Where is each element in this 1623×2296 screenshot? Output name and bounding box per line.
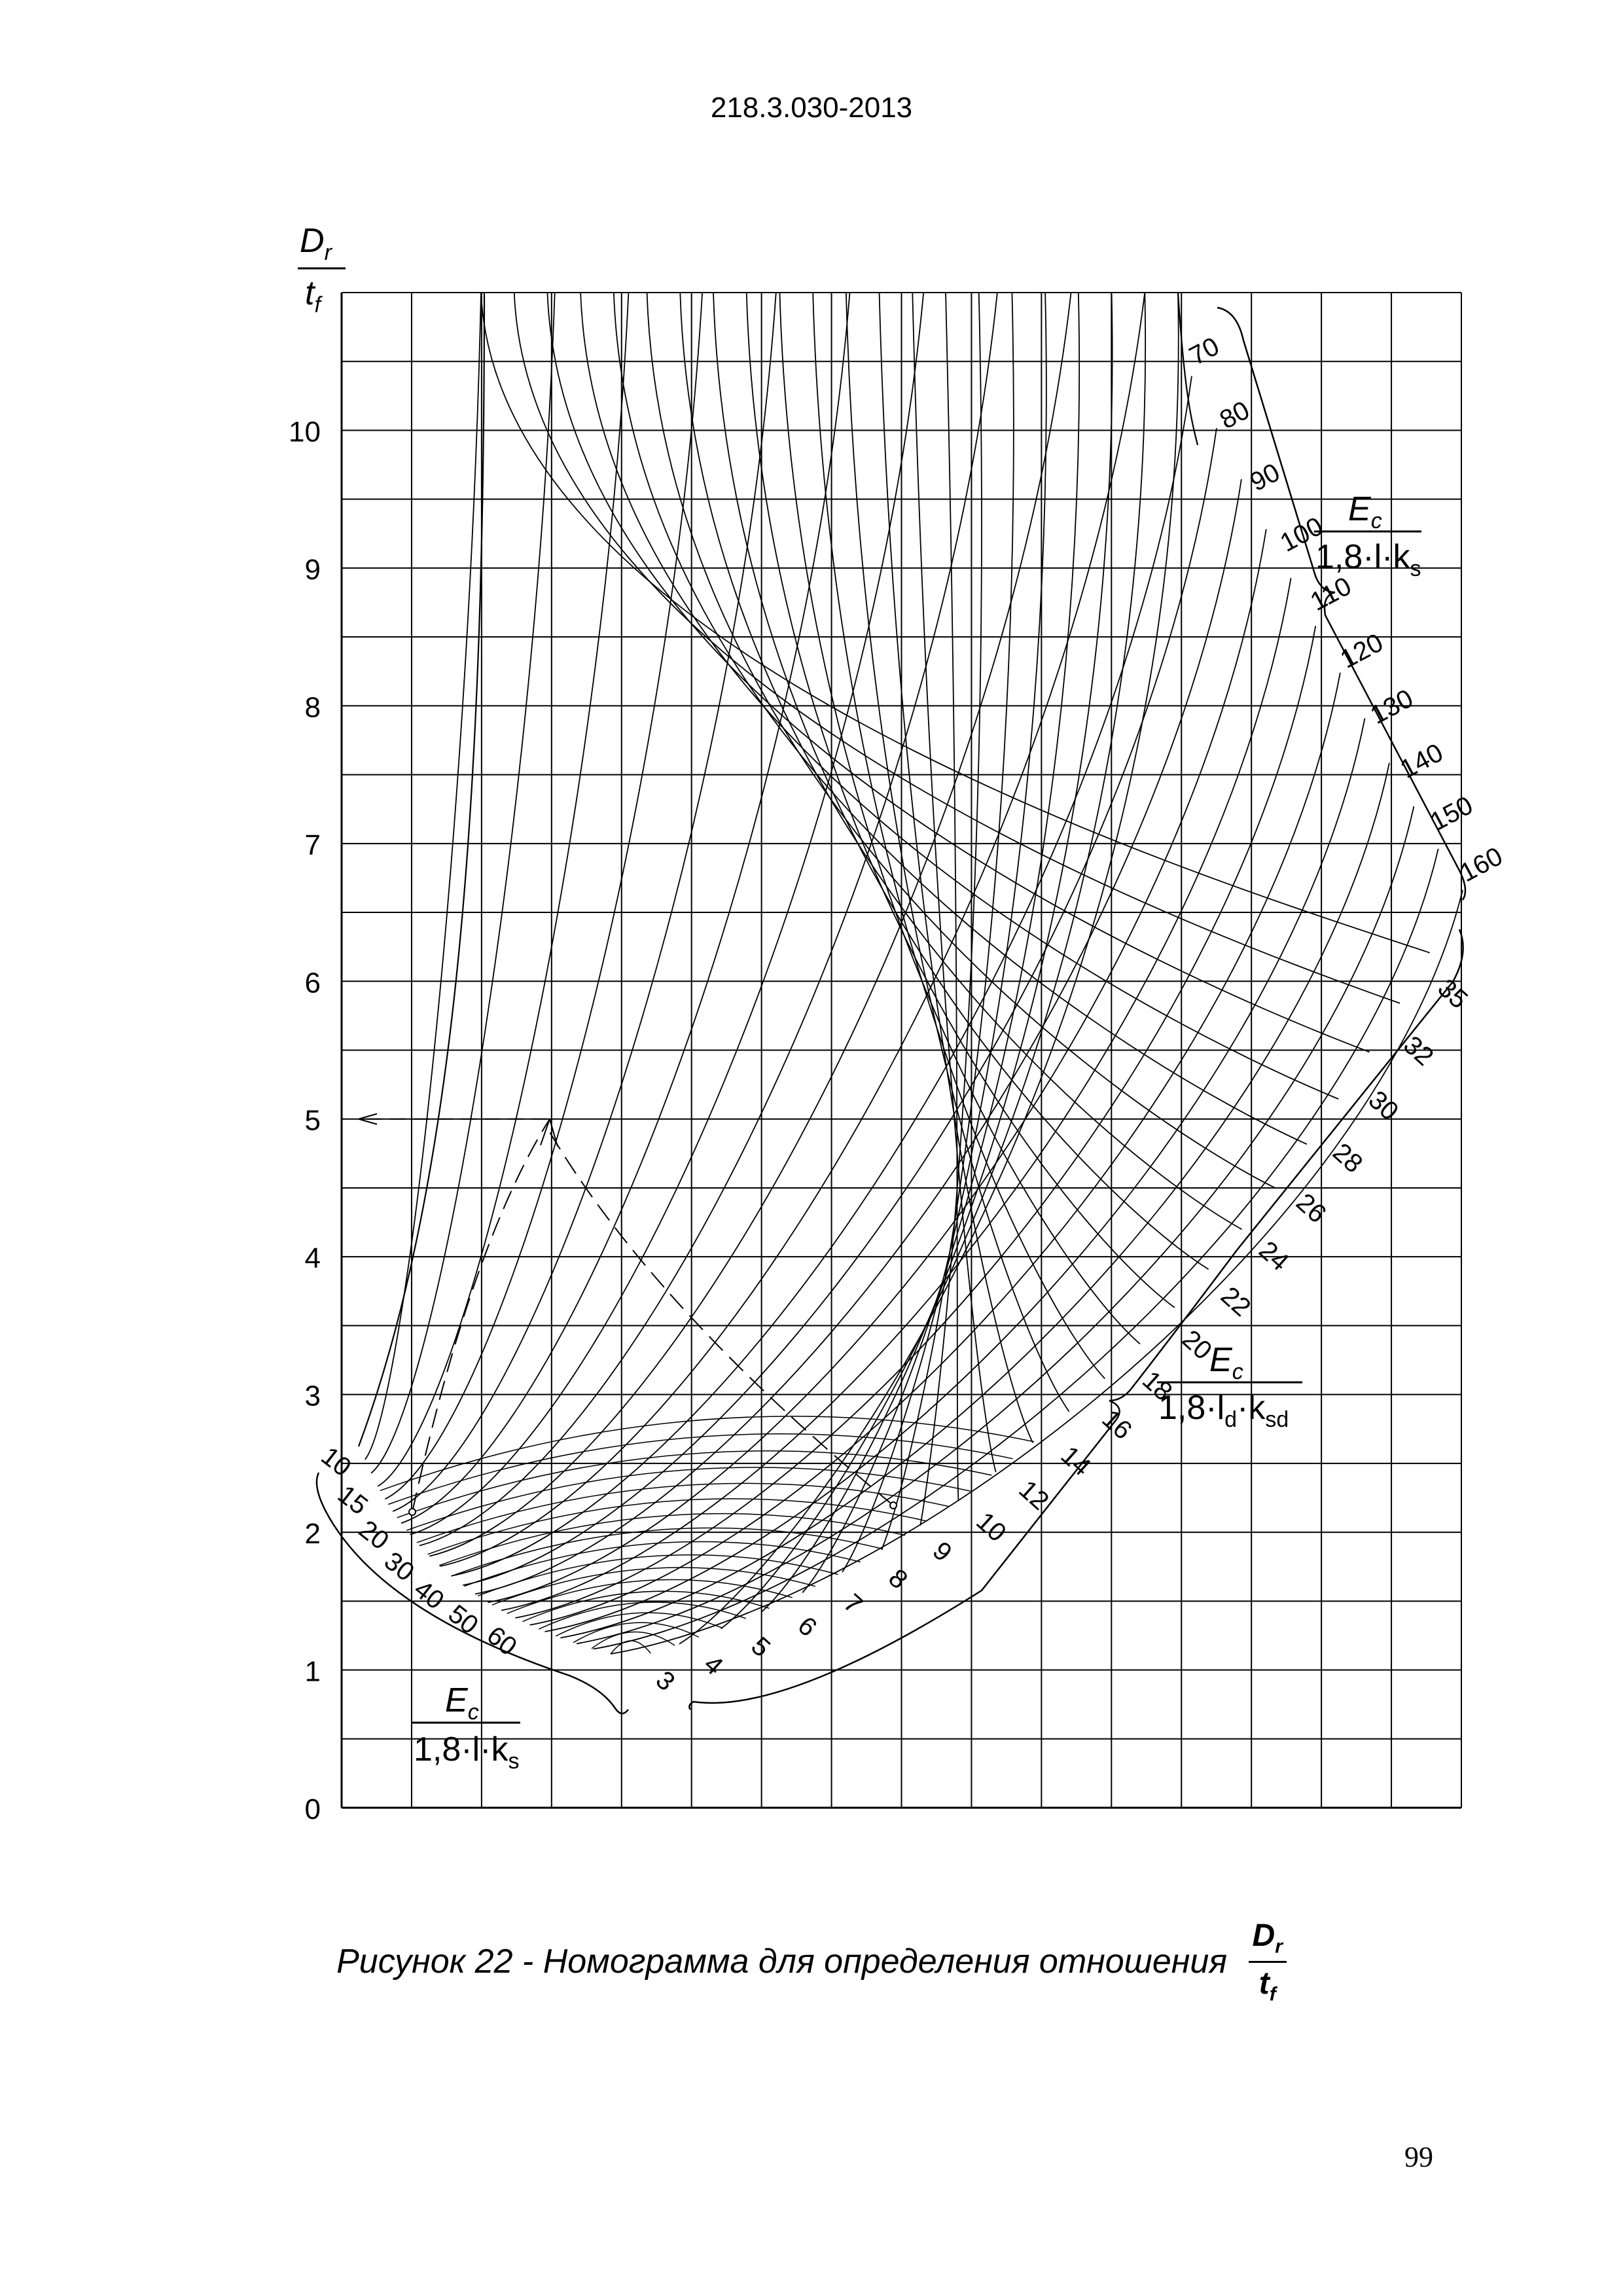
lower-scale-label: 60 (481, 1621, 522, 1662)
upper-scale-label: 130 (1365, 683, 1418, 730)
right-scale-label: 24 (1253, 1236, 1294, 1277)
y-tick-label: 2 (304, 1518, 321, 1551)
y-axis-ticks (289, 416, 321, 1825)
nomogram-curve (501, 578, 1291, 1610)
nomogram-curve (842, 293, 1046, 1572)
upper-scale-label: 100 (1275, 511, 1328, 558)
right-scale-label: 14 (1055, 1441, 1096, 1482)
caption-fraction (1249, 1918, 1287, 2005)
nomogram-curve (611, 1641, 651, 1654)
upper-scale-label: 110 (1306, 571, 1357, 617)
lower-scale-label: 15 (332, 1480, 374, 1521)
right-scale-label: 7 (838, 1588, 868, 1620)
right-scale-label: 4 (698, 1649, 729, 1681)
upper-scale-label: 70 (1185, 331, 1224, 371)
right-scale-label: 16 (1096, 1404, 1137, 1446)
upper-scale-label (1314, 490, 1421, 581)
right-scale-label: 35 (1432, 973, 1473, 1014)
right-scale-label: 9 (927, 1536, 957, 1568)
upper-label-numerator: $E_c$ (1348, 490, 1382, 533)
upper-scale-label: 150 (1425, 791, 1478, 837)
right-scale (651, 973, 1473, 1696)
y-tick-label: 1 (304, 1655, 321, 1688)
lower-scale-label: 10 (315, 1441, 357, 1482)
upper-scale-label: 90 (1245, 457, 1285, 497)
nomogram-curve (614, 293, 1307, 1144)
right-scale-label: 32 (1398, 1030, 1439, 1071)
upper-scale-label: 140 (1395, 738, 1448, 784)
y-label-numerator: $D_r$ (300, 222, 332, 265)
nomogram-curve (385, 293, 702, 1499)
nomogram-curve (680, 293, 1241, 1229)
figure-caption (0, 1918, 1623, 2005)
lower-scale-label: 30 (378, 1546, 420, 1587)
right-scale-label: 20 (1176, 1324, 1218, 1366)
lower-scale-label: 50 (442, 1599, 484, 1640)
right-scale-label: 30 (1363, 1085, 1404, 1126)
y-tick-label: 0 (304, 1793, 321, 1825)
caption-fraction-denominator: $t_f$ (1258, 1965, 1276, 2005)
nomogram-curve (920, 293, 982, 1526)
example-start-point (409, 1509, 416, 1515)
lower-left-scale (315, 1441, 522, 1661)
nomogram-curve (371, 293, 555, 1473)
right-scale-label: 8 (883, 1563, 914, 1595)
right-scale-label: 6 (792, 1611, 823, 1643)
lower-label-denominator: $1,8\cdot l\cdot k_s$ (414, 1731, 520, 1774)
y-tick-label: 3 (304, 1380, 321, 1412)
y-tick-label: 7 (304, 829, 321, 861)
nomogram-curve (427, 1499, 927, 1554)
nomogram-curve (429, 293, 1071, 1556)
nomogram-curve (365, 293, 481, 1460)
caption-text: Рисунок 22 - Номограмма для определения отношения (336, 1943, 1228, 1981)
upper-scale-label: 160 (1455, 842, 1508, 888)
nomogram-curve (514, 293, 1400, 1003)
nomogram-curve (380, 1416, 1034, 1491)
right-scale-label: 18 (1137, 1365, 1178, 1407)
nomogram-curve (401, 293, 850, 1523)
lower-scale-label: 20 (353, 1515, 395, 1556)
nomogram-curve (378, 293, 628, 1486)
y-label-denominator: $t_f$ (305, 274, 321, 317)
y-tick-label: 10 (289, 416, 321, 448)
caption-fraction-numerator: $D_r$ (1249, 1918, 1287, 1963)
nomogram-curve (912, 293, 995, 1472)
nomogram-curve (463, 428, 1217, 1585)
y-tick-label: 8 (304, 691, 321, 724)
nomogram-curve (393, 293, 776, 1511)
right-scale-label: 26 (1291, 1187, 1332, 1229)
y-tick-label: 6 (304, 967, 321, 999)
nomogram-curve (594, 849, 1438, 1649)
upper-scale-label: 80 (1215, 395, 1255, 435)
nomogram-curve (647, 293, 1275, 1188)
right-scale-label: 10 (971, 1507, 1012, 1548)
right-scale-label: 28 (1327, 1138, 1368, 1179)
y-tick-label: 9 (304, 553, 321, 586)
upper-label-denominator: $1,8\cdot l\cdot k_s$ (1315, 538, 1421, 581)
example-start-point (890, 1502, 897, 1509)
y-tick-label: 4 (304, 1242, 321, 1275)
y-tick-label: 5 (304, 1104, 321, 1137)
right-scale-label (1157, 1341, 1302, 1432)
lower-label-numerator: $E_c$ (445, 1681, 479, 1725)
right-label-denominator: $1,8\cdot l_d\cdot k_{sd}$ (1158, 1389, 1289, 1432)
right-scale-label: 3 (650, 1665, 681, 1697)
y-axis-label (298, 222, 346, 317)
curve-family-upper (481, 293, 1430, 1644)
upper-scale-label: 120 (1336, 628, 1388, 674)
page-number: 99 (1404, 2141, 1433, 2173)
curve-family-right (365, 293, 1463, 1654)
right-label-numerator: $E_c$ (1209, 1341, 1243, 1384)
lower-scale-label (412, 1681, 520, 1774)
right-scale-label: 22 (1215, 1281, 1257, 1323)
document-code: 218.3.030-2013 (710, 92, 913, 124)
right-scale-label: 12 (1013, 1475, 1054, 1516)
upper-scale (1185, 332, 1507, 888)
example-arrowhead (541, 1119, 558, 1147)
nomogram-curve (439, 1514, 905, 1566)
right-scale-label: 5 (745, 1631, 776, 1663)
example-path (359, 1114, 897, 1515)
lower-scale-label: 40 (408, 1574, 450, 1615)
nomogram-curve (417, 1483, 949, 1543)
nomogram-boundary-curve (359, 293, 484, 1446)
right-scale-brace (689, 929, 1463, 1710)
